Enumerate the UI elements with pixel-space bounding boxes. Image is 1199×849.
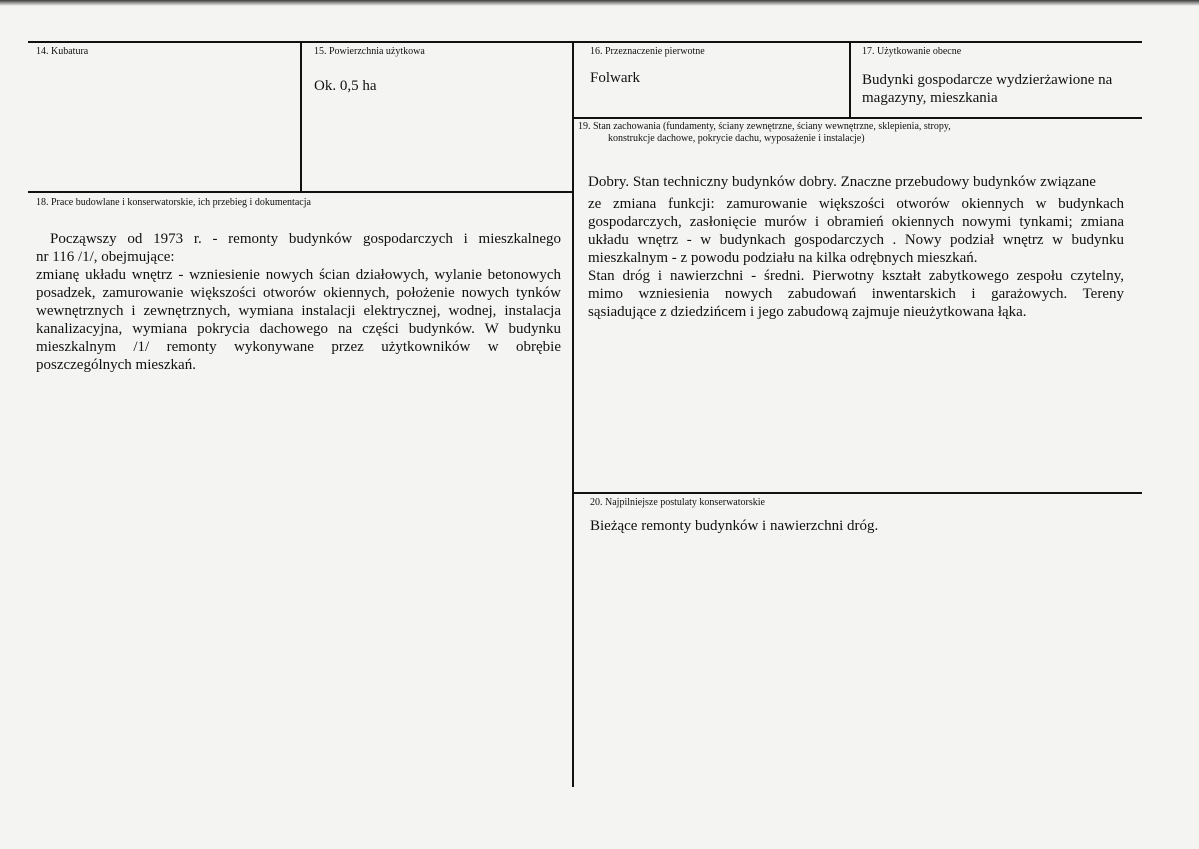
field-kubatura-label: 14. Kubatura: [36, 46, 89, 57]
rule-row-18: [28, 191, 574, 193]
prace-line: zmianę układu wnętrz - wzniesienie nowych ścian działowych, wylanie betonowych: [36, 267, 561, 283]
field-uzytkowanie-value: [862, 71, 1138, 107]
rule-col-2: [572, 41, 574, 787]
stan-line: gospodarczych, zasłonięcie murów i obramień okiennych nowymi tynkami; zmiana: [588, 214, 1124, 230]
stan-line: mieszkalnym - z powodu podziału na kilka odrębnych mieszkań.: [588, 250, 978, 266]
prace-line: mieszkalnym /1/ remonty wykonywane przez użytkowników w obrębie: [36, 339, 561, 355]
field-postulaty-value: Bieżące remonty budynków i nawierzchni dróg.: [590, 518, 879, 534]
field-powierzchnia-label: 15. Powierzchnia użytkowa: [314, 46, 425, 57]
rule-col-3: [849, 41, 851, 117]
field-prace-text: [36, 230, 561, 374]
field-stan-label: [578, 121, 1138, 145]
scan-edge: [0, 0, 1199, 6]
field-przeznaczenie-label: 16. Przeznaczenie pierwotne: [590, 46, 705, 57]
field-uzytkowanie-label: 17. Użytkowanie obecne: [862, 46, 962, 57]
stan-line: mimo wzniesienia nowych zabudowań inwentarskich i garażowych. Tereny: [588, 286, 1124, 302]
field-przeznaczenie-value: Folwark: [590, 70, 640, 86]
stan-line: układu wnętrz - w budynkach gospodarczych . Nowy podział wnętrz w budynku: [588, 232, 1124, 248]
field-prace-label: 18. Prace budowlane i konserwatorskie, ich przebieg i dokumentacja: [36, 197, 311, 208]
stan-line: Stan dróg i nawierzchni - średni. Pierwotny kształt zabytkowego zespołu czytelny,: [588, 268, 1124, 284]
uzytkowanie-line: Budynki gospodarcze wydzierżawione na: [862, 72, 1113, 88]
prace-line: posadzek, zamurowanie większości otworów okiennych, położenie nowych tynków: [36, 285, 561, 301]
field-stan-text: [588, 173, 1124, 321]
uzytkowanie-line: magazyny, mieszkania: [862, 90, 998, 106]
rule-row-19: [572, 117, 1142, 119]
stan-label-line: 19. Stan zachowania (fundamenty, ściany zewnętrzne, ściany wewnętrzne, sklepienia, stropy,: [578, 121, 951, 132]
prace-line: poszczególnych mieszkań.: [36, 357, 196, 373]
rule-row-20: [572, 492, 1142, 494]
rule-col-1: [300, 41, 302, 191]
prace-line: kanalizacyjna, wymiana pokrycia dachowego na części budynków. W budynku: [36, 321, 561, 337]
prace-line: Począwszy od 1973 r. - remonty budynków gospodarczych i mieszkalnego: [50, 231, 561, 247]
stan-line: sąsiadujące z dziedzińcem i jego zabudową zajmuje nieużytkowana łąka.: [588, 304, 1027, 320]
prace-line: wewnętrznych i zewnętrznych, wymiana instalacji elektrycznej, wodnej, instalacja: [36, 303, 561, 319]
stan-label-line: konstrukcje dachowe, pokrycie dachu, wyposażenie i instalacje): [608, 133, 865, 144]
stan-line: ze zmiana funkcji: zamurowanie większości otworów okiennych w budynkach: [588, 196, 1124, 212]
rule-top: [28, 41, 1142, 43]
field-powierzchnia-value: Ok. 0,5 ha: [314, 78, 377, 94]
stan-line: Dobry. Stan techniczny budynków dobry. Znaczne przebudowy budynków związane: [588, 174, 1096, 190]
field-postulaty-label: 20. Najpilniejsze postulaty konserwatorskie: [590, 497, 765, 508]
prace-line: nr 116 /1/, obejmujące:: [36, 249, 175, 265]
